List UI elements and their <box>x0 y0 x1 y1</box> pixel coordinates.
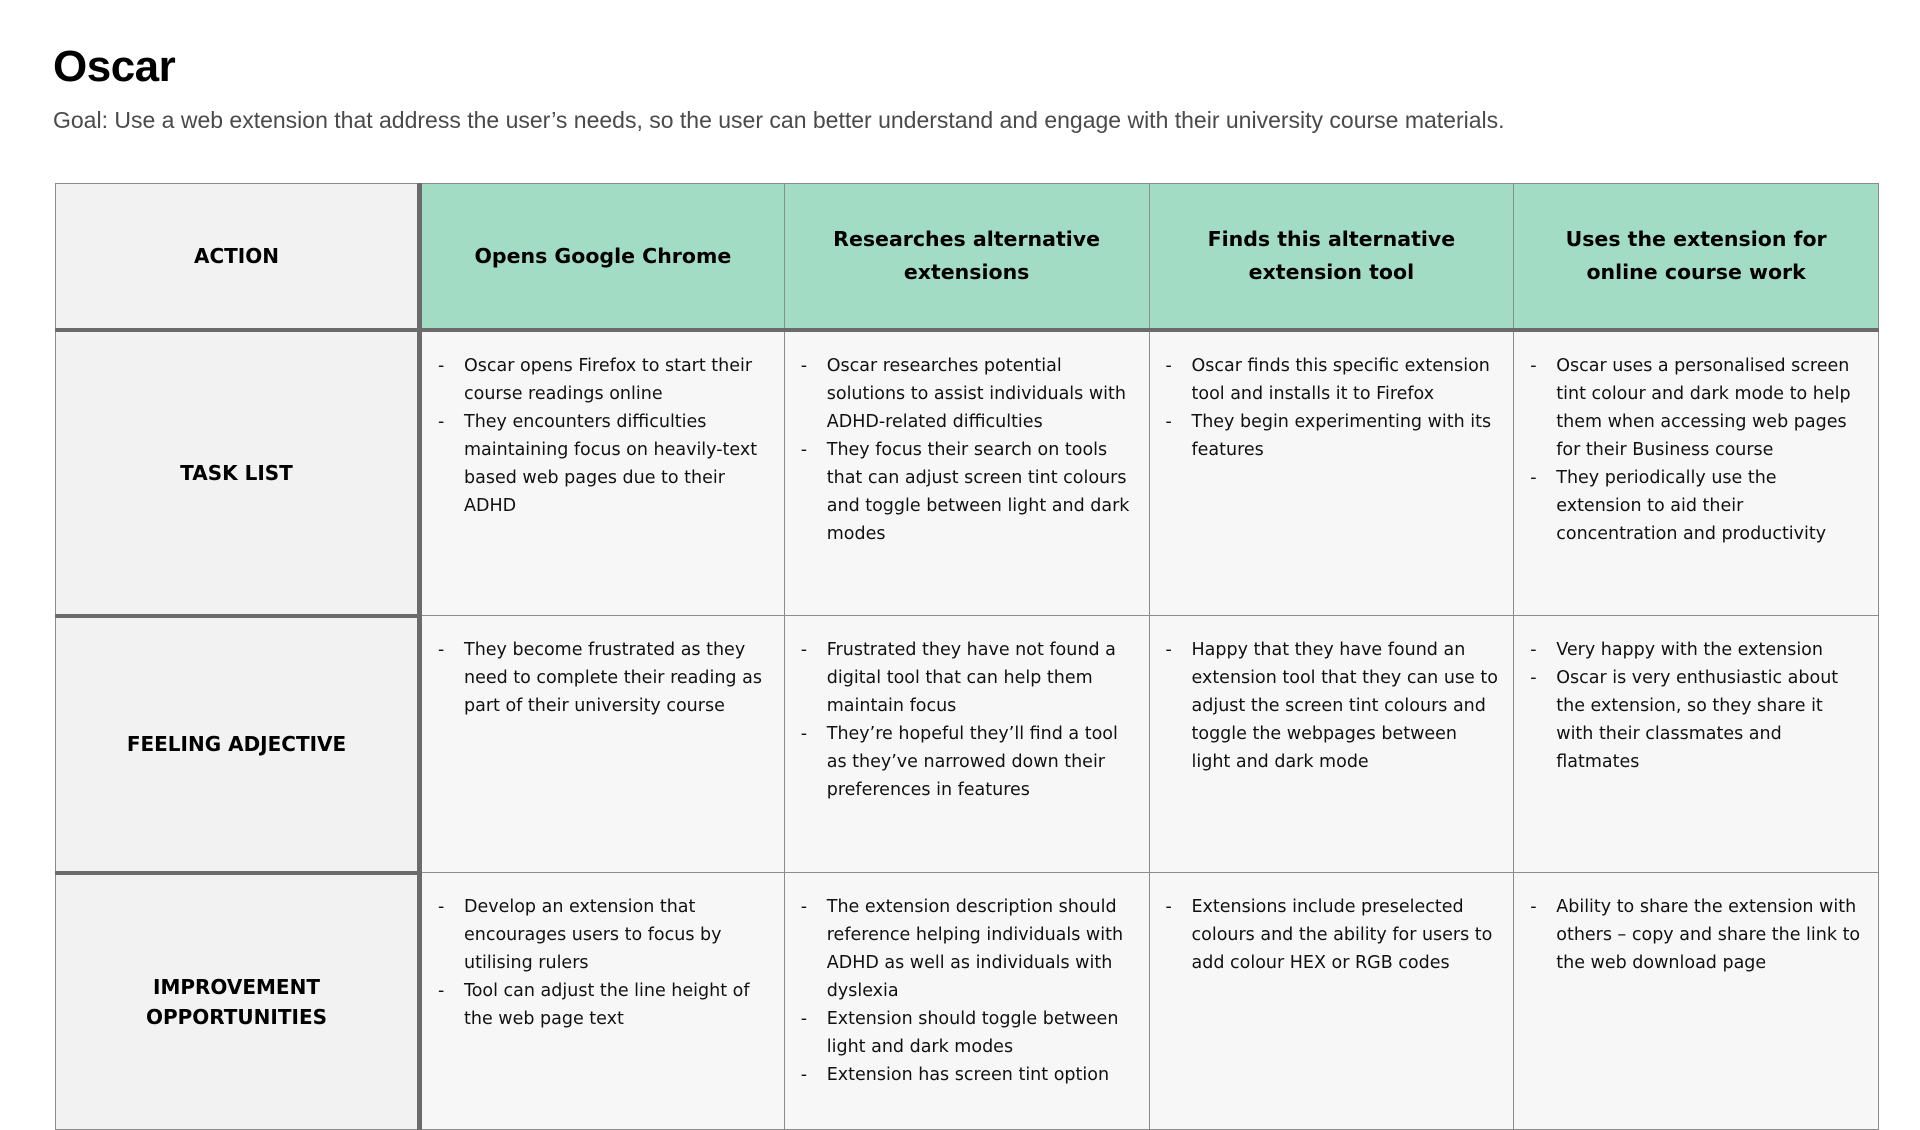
bullet-list <box>799 893 1135 1089</box>
list-item: - Ability to share the extension with others – copy and share the link to the web download page <box>1528 893 1864 977</box>
page-goal: Goal: Use a web extension that address the user’s needs, so the user can better understand and engage with their university course materials. <box>53 107 1505 133</box>
row-header-label: FEELING ADJECTIVE <box>126 732 347 756</box>
list-item: - Oscar opens Firefox to start their course readings online <box>436 352 770 408</box>
table-cell <box>784 616 1149 873</box>
column-header: Researches alternative extensions <box>784 184 1149 331</box>
list-item: - They become frustrated as they need to complete their reading as part of their university course <box>436 636 770 720</box>
table-cell <box>1149 330 1514 616</box>
bullet-list <box>436 352 770 520</box>
row-header-feeling-adjective <box>56 616 420 873</box>
table-cell <box>1149 873 1514 1130</box>
table-cell <box>1149 616 1514 873</box>
list-item: - The extension description should reference helping individuals with ADHD as well as individuals with dyslexia <box>799 893 1135 1005</box>
table-cell <box>420 330 785 616</box>
table-row <box>56 616 1879 873</box>
bullet-list <box>1164 636 1500 776</box>
list-item: - Extensions include preselected colours and the ability for users to add colour HEX or RGB codes <box>1164 893 1500 977</box>
table-cell <box>1514 330 1879 616</box>
list-item: - Develop an extension that encourages users to focus by utilising rulers <box>436 893 770 977</box>
table-cell <box>1514 616 1879 873</box>
bullet-list <box>436 893 770 1033</box>
bullet-list <box>1528 636 1864 776</box>
column-header: Opens Google Chrome <box>420 184 785 331</box>
list-item: - They focus their search on tools that can adjust screen tint colours and toggle between light and dark modes <box>799 436 1135 548</box>
row-header-label: ACTION <box>194 244 279 268</box>
list-item: - Extension should toggle between light and dark modes <box>799 1005 1135 1061</box>
bullet-list <box>1528 352 1864 548</box>
row-header-task-list <box>56 330 420 616</box>
list-item: - Oscar finds this specific extension tool and installs it to Firefox <box>1164 352 1500 408</box>
bullet-list <box>1528 893 1864 977</box>
page-title: Oscar <box>53 42 176 91</box>
bullet-list <box>1164 352 1500 464</box>
journey-map-table <box>55 183 1879 1130</box>
table-cell <box>420 616 785 873</box>
list-item: - Tool can adjust the line height of the web page text <box>436 977 770 1033</box>
row-header-action <box>56 184 420 331</box>
list-item: - They encounters difficulties maintaining focus on heavily-text based web pages due to their ADHD <box>436 408 770 520</box>
list-item: - Oscar uses a personalised screen tint colour and dark mode to help them when accessing web pages for their Business course <box>1528 352 1864 464</box>
table-cell <box>420 873 785 1130</box>
table-row <box>56 873 1879 1130</box>
list-item: - Happy that they have found an extension tool that they can use to adjust the screen tint colours and toggle the webpages between light and dark mode <box>1164 636 1500 776</box>
row-header-label: TASK LIST <box>180 460 293 485</box>
table-cell <box>784 873 1149 1130</box>
table-cell <box>784 330 1149 616</box>
list-item: - Frustrated they have not found a digital tool that can help them maintain focus <box>799 636 1135 720</box>
list-item: - Oscar researches potential solutions to assist individuals with ADHD-related difficulties <box>799 352 1135 436</box>
list-item: - Oscar is very enthusiastic about the extension, so they share it with their classmates and flatmates <box>1528 664 1864 776</box>
row-header-label: IMPROVEMENT OPPORTUNITIES <box>145 974 328 1029</box>
table-row <box>56 330 1879 616</box>
bullet-list <box>1164 893 1500 977</box>
header-row <box>56 184 1879 331</box>
bullet-list <box>436 636 770 720</box>
list-item: - Extension has screen tint option <box>799 1061 1135 1089</box>
bullet-list <box>799 636 1135 804</box>
bullet-list <box>799 352 1135 548</box>
table-cell <box>1514 873 1879 1130</box>
row-header-improvement-opportunities <box>56 873 420 1130</box>
list-item: - They periodically use the extension to aid their concentration and productivity <box>1528 464 1864 548</box>
column-header: Finds this alternative extension tool <box>1149 184 1514 331</box>
list-item: - Very happy with the extension <box>1528 636 1864 664</box>
column-header: Uses the extension for online course work <box>1514 184 1879 331</box>
list-item: - They begin experimenting with its features <box>1164 408 1500 464</box>
list-item: - They’re hopeful they’ll find a tool as they’ve narrowed down their preferences in features <box>799 720 1135 804</box>
